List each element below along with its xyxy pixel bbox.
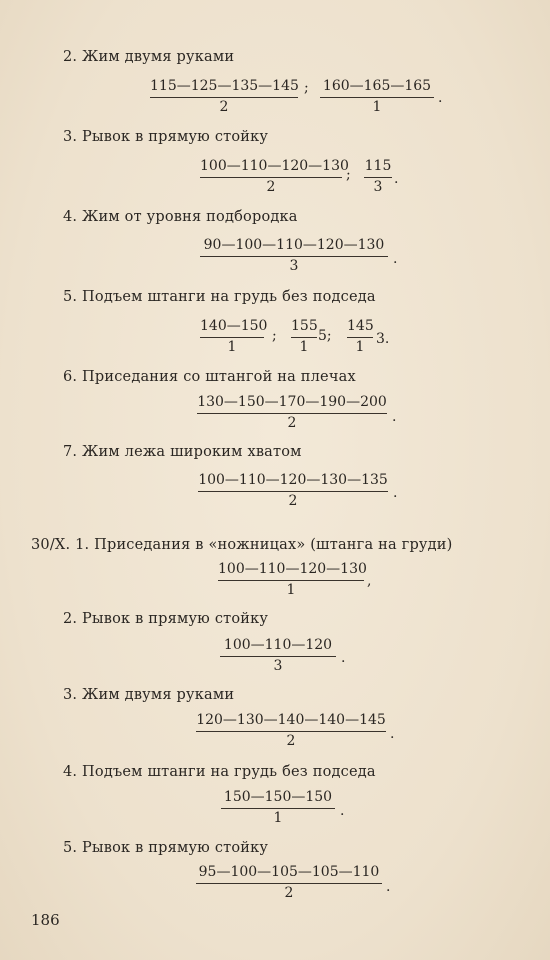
fraction-denominator: 1	[286, 582, 296, 598]
fraction-bar	[200, 337, 264, 338]
fraction-denominator: 2	[284, 885, 294, 901]
exercise-heading: 2. Рывок в прямую стойку	[63, 611, 269, 627]
exercise-heading: 2. Жим двумя руками	[63, 49, 235, 65]
fraction-numerator: 130—150—170—190—200	[197, 394, 387, 410]
fraction-bar	[197, 413, 387, 414]
period: .	[394, 171, 399, 187]
separator: ,	[367, 573, 372, 589]
exercise-heading: 7. Жим лежа широким хватом	[63, 444, 302, 460]
fraction-numerator: 100—110—120—130	[200, 158, 349, 174]
fraction-bar	[218, 580, 364, 581]
exercise-heading: 5. Подъем штанги на грудь без подседа	[63, 289, 376, 305]
fraction-numerator: 100—110—120—130	[218, 561, 367, 577]
fraction-numerator: 145	[347, 318, 374, 334]
fraction	[218, 561, 367, 601]
fraction-denominator: 1	[299, 339, 309, 355]
separator: ;	[272, 328, 277, 344]
period: .	[438, 90, 443, 106]
fraction-numerator: 95—100—105—105—110	[198, 864, 380, 880]
fraction	[196, 864, 382, 904]
fraction-numerator: 100—110—120	[223, 637, 333, 653]
period: .	[393, 251, 398, 267]
exponent-text: 5;	[318, 328, 332, 344]
period: .	[392, 409, 397, 425]
period: .	[340, 803, 345, 819]
fraction-denominator: 1	[273, 810, 283, 826]
fraction-bar	[221, 808, 335, 809]
fraction	[198, 472, 388, 512]
fraction	[320, 78, 434, 118]
page-number: 186	[31, 911, 60, 929]
period: .	[386, 879, 391, 895]
fraction-bar	[200, 256, 388, 257]
fraction-bar	[291, 337, 317, 338]
exercise-heading: 4. Жим от уровня подбородка	[63, 209, 298, 225]
fraction	[347, 318, 373, 358]
fraction-numerator: 115	[364, 158, 392, 174]
fraction-denominator: 2	[287, 415, 297, 431]
fraction-denominator: 1	[355, 339, 365, 355]
fraction	[200, 237, 388, 277]
fraction-numerator: 160—165—165	[322, 78, 432, 94]
fraction-denominator: 1	[372, 99, 382, 115]
exercise-heading: 5. Рывок в прямую стойку	[63, 840, 269, 856]
fraction-denominator: 2	[288, 493, 298, 509]
fraction-numerator: 150—150—150	[223, 789, 333, 805]
fraction-bar	[320, 97, 434, 98]
fraction-bar	[150, 97, 298, 98]
fraction-bar	[220, 656, 336, 657]
fraction	[364, 158, 392, 198]
exercise-heading: 30/Х. 1. Приседания в «ножницах» (штанга на груди)	[31, 537, 453, 553]
period: .	[393, 485, 398, 501]
fraction	[291, 318, 317, 358]
fraction	[200, 158, 349, 198]
fraction-denominator: 2	[219, 99, 229, 115]
fraction-bar	[200, 177, 342, 178]
fraction	[196, 712, 386, 752]
fraction-denominator: 3	[273, 658, 283, 674]
fraction	[150, 78, 298, 118]
exercise-heading: 6. Приседания со штангой на плечах	[63, 369, 356, 385]
fraction-numerator: 120—130—140—140—145	[196, 712, 386, 728]
period: .	[390, 726, 395, 742]
separator: ;	[304, 80, 309, 96]
fraction-bar	[364, 177, 392, 178]
fraction	[221, 789, 335, 829]
exponent-text: 3.	[376, 331, 390, 347]
fraction-bar	[347, 337, 373, 338]
fraction-bar	[196, 883, 382, 884]
fraction-denominator: 2	[286, 733, 296, 749]
fraction	[200, 318, 268, 358]
fraction-denominator: 3	[289, 258, 299, 274]
fraction-denominator: 3	[373, 179, 383, 195]
fraction-denominator: 1	[227, 339, 237, 355]
fraction-numerator: 155	[291, 318, 318, 334]
fraction-denominator: 2	[266, 179, 276, 195]
exercise-heading: 3. Жим двумя руками	[63, 687, 235, 703]
fraction-numerator: 115—125—135—145	[150, 78, 299, 94]
fraction	[197, 394, 387, 434]
fraction-numerator: 90—100—110—120—130	[203, 237, 385, 253]
fraction	[220, 637, 336, 677]
fraction-numerator: 100—110—120—130—135	[198, 472, 388, 488]
exercise-heading: 3. Рывок в прямую стойку	[63, 129, 269, 145]
fraction-numerator: 140—150	[200, 318, 268, 334]
fraction-bar	[198, 491, 388, 492]
exercise-heading: 4. Подъем штанги на грудь без подседа	[63, 764, 376, 780]
separator: ;	[346, 167, 351, 183]
fraction-bar	[196, 731, 386, 732]
period: .	[341, 650, 346, 666]
